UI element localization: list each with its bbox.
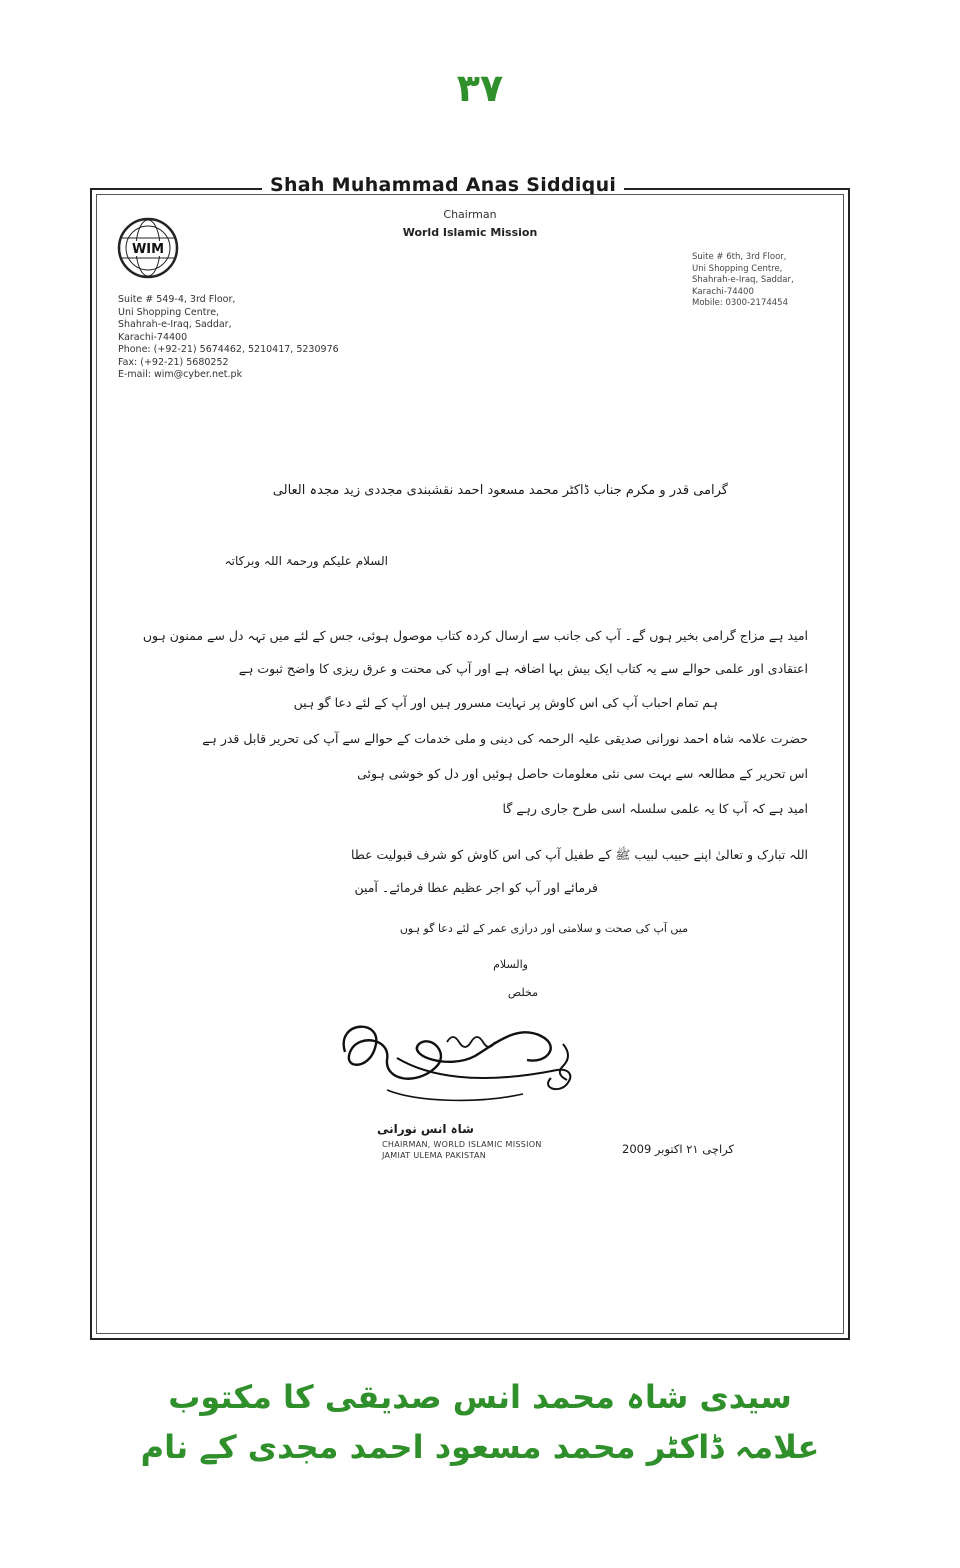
address-left-line: Fax: (+92-21) 5680252: [118, 356, 229, 368]
signatory-affiliation: JAMIAT ULEMA PAKISTAN: [382, 1151, 487, 1160]
organization-logo: [116, 216, 180, 280]
address-right-line: Shahrah-e-Iraq, Saddar,: [692, 275, 794, 285]
letter-scan: [90, 174, 850, 1340]
letter-closing-line: میں آپ کی صحت و سلامتی اور درازی عمر کے لئے دعا گو ہوں: [399, 922, 688, 935]
letter-body-line: اس تحریر کے مطالعہ سے بہت سی نئی معلومات حاصل ہوئیں اور دل کو خوشی ہوئی: [357, 766, 808, 781]
letterhead-name: Shah Muhammad Anas Siddiqui: [262, 174, 624, 196]
letter-recipient: گرامی قدر و مکرم جناب ڈاکٹر محمد مسعود احمد نقشبندی مجددی زید مجدہ العالی: [272, 483, 728, 498]
handwritten-signature: [327, 998, 607, 1116]
svg-text:WIM: WIM: [131, 242, 165, 257]
address-right: [692, 252, 794, 310]
page-number: ۳۷: [456, 66, 504, 110]
address-left-line: Karachi-74400: [118, 331, 188, 343]
signatory-name: شاہ انس نورانی: [377, 1122, 474, 1136]
letter-salutation: السلام علیکم ورحمۃ اللہ وبرکاتہ: [224, 554, 388, 568]
letter-body-line: اعتقادی اور علمی حوالے سے یہ کتاب ایک بیش بہا اضافہ ہے اور آپ کی محنت و عرق ریزی کا واضح ثبوت ہے: [238, 661, 808, 676]
address-right-line: Mobile: 0300-2174454: [692, 298, 789, 308]
letter-body-line: امید ہے مزاج گرامی بخیر ہوں گے۔ آپ کی جانب سے ارسال کردہ کتاب موصول ہوئی، جس کے لئے میں تہہ دل سے ممنون ہوں: [142, 628, 808, 643]
address-left: [118, 294, 339, 382]
address-left-line: E-mail: wim@cyber.net.pk: [118, 369, 243, 380]
caption-line-1: سیدی شاہ محمد انس صدیقی کا مکتوب: [168, 1378, 792, 1416]
letter-body-line: اللہ تبارک و تعالیٰ اپنے حبیب لبیب ﷺ کے طفیل آپ کی اس کاوش کو شرف قبولیت عطا: [351, 847, 808, 862]
letter-body-line: امید ہے کہ آپ کا یہ علمی سلسلہ اسی طرح جاری رہے گا: [502, 801, 808, 816]
address-left-line: Suite # 549-4, 3rd Floor,: [118, 294, 236, 305]
address-left-line: Uni Shopping Centre,: [118, 306, 220, 318]
letter-body-line: فرمائے اور آپ کو اجر عظیم عطا فرمائے۔ آمین: [354, 880, 598, 895]
letterhead-organization: World Islamic Mission: [402, 226, 538, 239]
letter-sincerely: مخلص: [507, 986, 538, 999]
address-left-line: Phone: (+92-21) 5674462, 5210417, 5230976: [118, 344, 339, 355]
letter-date: کراچی ۲۱ اکتوبر 2009: [622, 1142, 734, 1156]
letter-regards: والسلام: [493, 958, 528, 971]
signatory-role: CHAIRMAN, WORLD ISLAMIC MISSION: [382, 1140, 542, 1149]
address-right-line: Karachi-74400: [692, 286, 754, 297]
letterhead-title: Chairman: [443, 208, 497, 221]
address-left-line: Shahrah-e-Iraq, Saddar,: [118, 319, 232, 330]
letter-body-line: حضرت علامہ شاہ احمد نورانی صدیقی علیہ الرحمہ کی دینی و ملی خدمات کے حوالے سے آپ کی تحریر قابل قدر ہے: [202, 731, 808, 746]
caption-line-2: علامہ ڈاکٹر محمد مسعود احمد مجدی کے نام: [140, 1428, 820, 1466]
address-right-line: Uni Shopping Centre,: [692, 263, 783, 274]
letter-body-line: ہم تمام احباب آپ کی اس کاوش پر نہایت مسرور ہیں اور آپ کے لئے دعا گو ہیں: [293, 695, 718, 710]
address-right-line: Suite # 6th, 3rd Floor,: [692, 252, 787, 262]
